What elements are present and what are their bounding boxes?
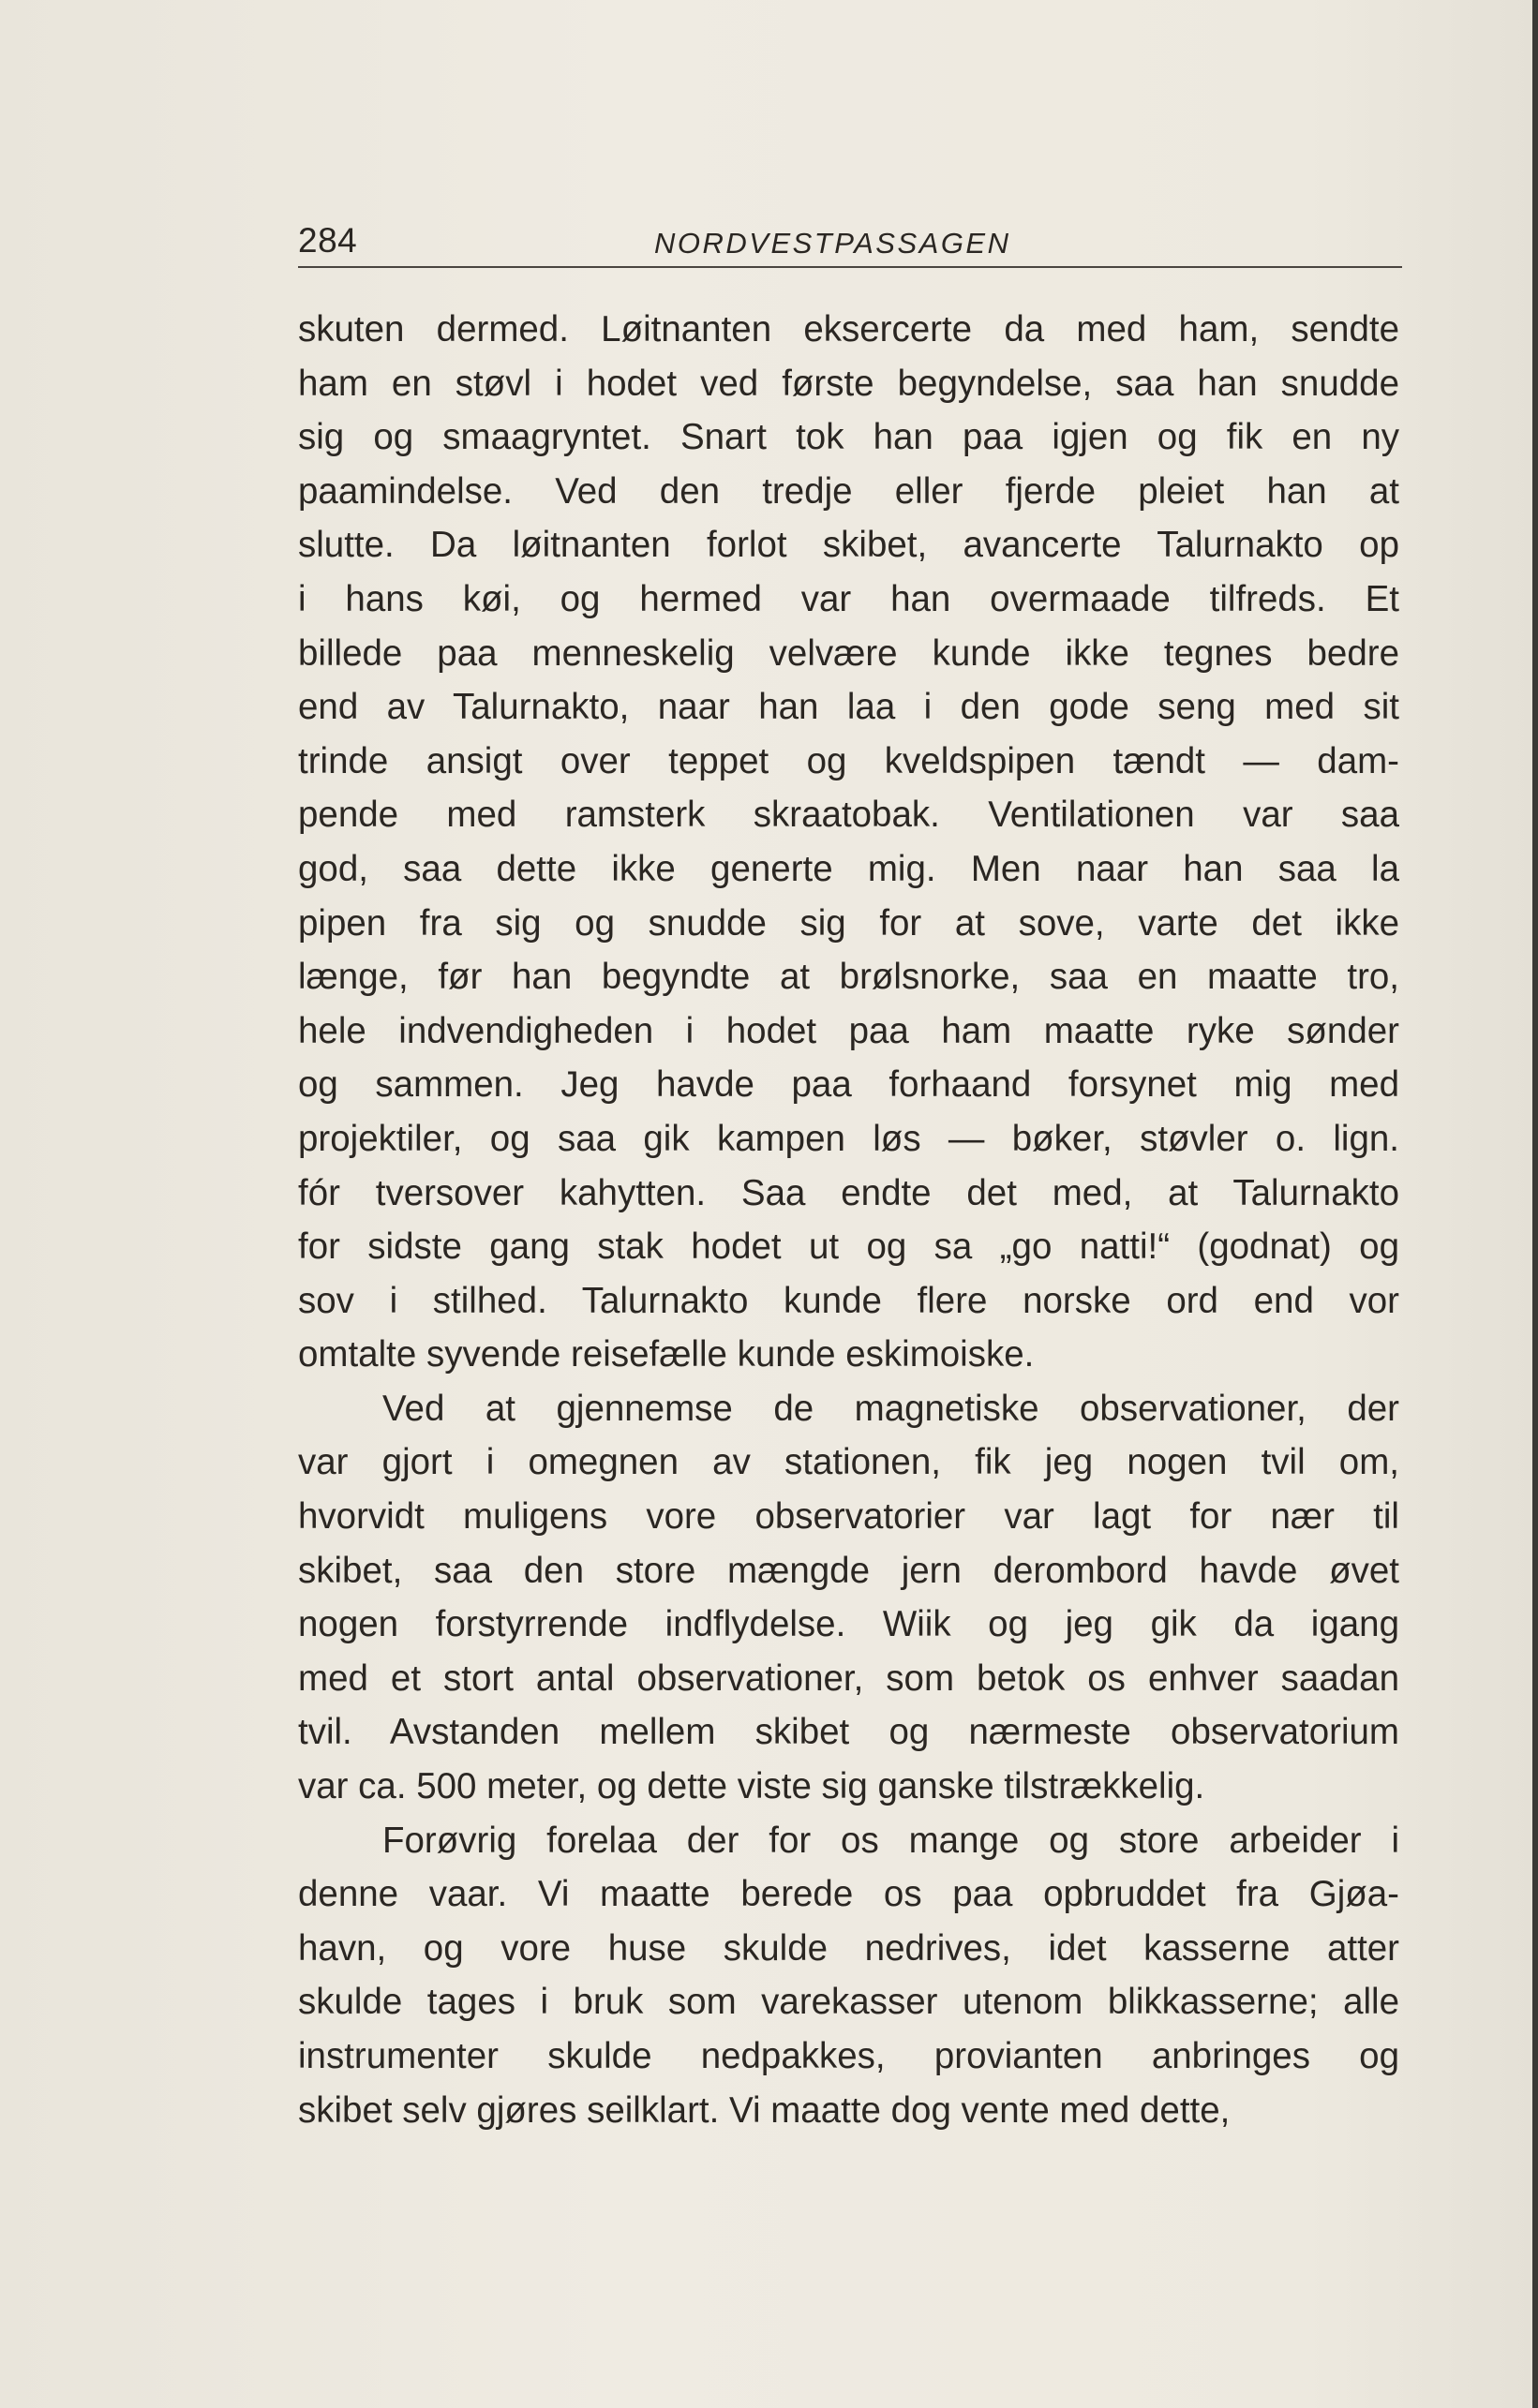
page-edge-shadow bbox=[1532, 0, 1538, 2408]
page-header bbox=[298, 217, 1402, 268]
text-line: hele indvendigheden i hodet paa ham maatte ryke sønder bbox=[298, 1010, 1399, 1051]
text-line: hvorvidt muligens vore observatorier var lagt for nær til bbox=[298, 1496, 1399, 1538]
body-text bbox=[298, 303, 1399, 2137]
running-title: NORDVESTPASSAGEN bbox=[654, 227, 1011, 260]
paragraph bbox=[298, 1814, 1399, 2138]
page-number: 284 bbox=[298, 221, 358, 260]
text-line: for sidste gang stak hodet ut og sa „go natti!“ (godnat) og bbox=[298, 1226, 1399, 1268]
text-line: billede paa menneskelig velvære kunde ikke tegnes bedre bbox=[298, 632, 1399, 674]
text-line: skibet selv gjøres seilklart. Vi maatte dog vente med dette, bbox=[298, 2089, 1231, 2131]
text-line: var ca. 500 meter, og dette viste sig ganske tilstrækkelig. bbox=[298, 1766, 1205, 1807]
text-line: Ved at gjennemse de magnetiske observationer, der bbox=[382, 1388, 1399, 1429]
text-line: slutte. Da løitnanten forlot skibet, avancerte Talurnakto op bbox=[298, 525, 1399, 566]
text-line: god, saa dette ikke generte mig. Men naar han saa la bbox=[298, 848, 1399, 889]
text-line: tvil. Avstanden mellem skibet og nærmeste observatorium bbox=[298, 1712, 1399, 1753]
text-line: denne vaar. Vi maatte berede os paa opbruddet fra Gjøa- bbox=[298, 1874, 1399, 1915]
text-line: Forøvrig forelaa der for os mange og store arbeider i bbox=[382, 1820, 1399, 1861]
text-line: fór tversover kahytten. Saa endte det med, at Talurnakto bbox=[298, 1172, 1399, 1213]
text-line: skulde tages i bruk som varekasser utenom blikkasserne; alle bbox=[298, 1982, 1399, 2023]
text-line: paamindelse. Ved den tredje eller fjerde pleiet han at bbox=[298, 470, 1399, 512]
text-line: havn, og vore huse skulde nedrives, idet kasserne atter bbox=[298, 1927, 1399, 1969]
text-line: pende med ramsterk skraatobak. Ventilationen var saa bbox=[298, 795, 1399, 836]
paragraph bbox=[298, 1382, 1399, 1814]
text-line: sig og smaagryntet. Snart tok han paa igjen og fik en ny bbox=[298, 417, 1399, 458]
text-line: skuten dermed. Løitnanten eksercerte da med ham, sendte bbox=[298, 309, 1399, 349]
text-line: sov i stilhed. Talurnakto kunde flere norske ord end vor bbox=[298, 1280, 1399, 1321]
text-line: i hans køi, og hermed var han overmaade tilfreds. Et bbox=[298, 578, 1399, 619]
text-line: trinde ansigt over teppet og kveldspipen tændt — dam- bbox=[298, 740, 1399, 781]
text-line: projektiler, og saa gik kampen løs — bøker, støvler o. lign. bbox=[298, 1118, 1399, 1159]
text-line: ham en støvl i hodet ved første begyndelse, saa han snudde bbox=[298, 363, 1399, 404]
text-line: var gjort i omegnen av stationen, fik jeg nogen tvil om, bbox=[298, 1442, 1399, 1483]
text-line: med et stort antal observationer, som betok os enhver saadan bbox=[298, 1657, 1399, 1699]
text-line: end av Talurnakto, naar han laa i den gode seng med sit bbox=[298, 687, 1399, 728]
text-line: instrumenter skulde nedpakkes, provianten anbringes og bbox=[298, 2036, 1399, 2076]
text-line: nogen forstyrrende indflydelse. Wiik og jeg gik da igang bbox=[298, 1604, 1399, 1645]
text-line: og sammen. Jeg havde paa forhaand forsynet mig med bbox=[298, 1064, 1399, 1106]
text-line: længe, før han begyndte at brølsnorke, saa en maatte tro, bbox=[298, 957, 1399, 998]
paragraph bbox=[298, 303, 1399, 1382]
text-line: omtalte syvende reisefælle kunde eskimoiske. bbox=[298, 1334, 1035, 1375]
text-line: pipen fra sig og snudde sig for at sove, varte det ikke bbox=[298, 902, 1399, 944]
text-line: skibet, saa den store mængde jern derombord havde øvet bbox=[298, 1550, 1399, 1591]
